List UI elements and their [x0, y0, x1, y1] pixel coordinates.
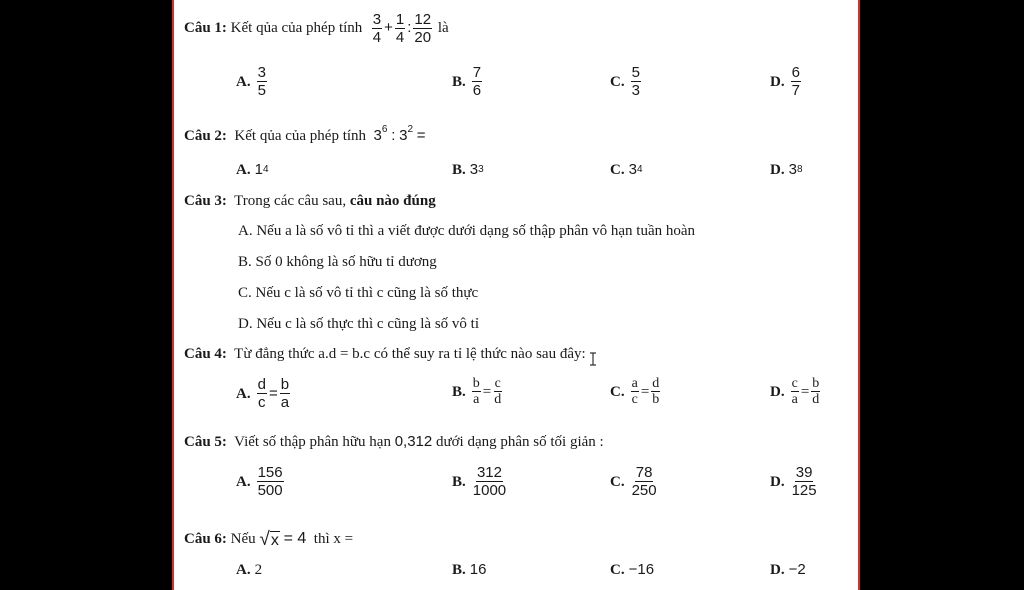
option-d: D. −2 — [770, 561, 806, 578]
option-a: A. 1 4 — [236, 161, 269, 178]
option-a: A. 2 — [236, 562, 263, 578]
option-a: A. $\frac{156}{500}$ — [236, 464, 283, 499]
fraction: $\frac{12}{20}$ — [414, 10, 432, 46]
option-b: B. $\frac{7}{6}$ — [452, 64, 482, 99]
option-c: C. 3 4 — [610, 161, 643, 178]
question-5-options — [174, 464, 858, 506]
option-b: B. $\frac{312}{1000}$ — [452, 464, 507, 499]
question-3 — [184, 191, 858, 211]
fraction: $\frac{1}{4}$ — [395, 10, 405, 46]
option-c: C. $\frac{a}{c}$ = $\frac{d}{b}$ — [610, 376, 660, 407]
decimal-number: 0,312 — [394, 433, 433, 450]
option-d: D. $\frac{39}{125}$ — [770, 464, 817, 499]
question-emphasis: câu nào đúng — [349, 193, 436, 209]
question-text: Viết số thập phân hữu hạn — [234, 434, 391, 450]
question-2: Câu 2: Kết qủa của phép tính $3^6$ : $3^2$ = — [184, 124, 426, 144]
question-text: Trong các câu sau, — [234, 193, 347, 209]
text-cursor-icon — [588, 352, 598, 366]
option-b: B. 3 3 — [452, 161, 484, 178]
question-label: Câu 5: — [184, 434, 227, 450]
question-label: Câu 2: — [184, 128, 227, 144]
question-1: Câu 1: Kết qủa của phép tính $\frac{3}{4}$ + $\frac{1}{4}$ : $\frac{12}{20}$ là — [184, 10, 449, 46]
question-6: Câu 6: Nếu √ x = 4 thì x = — [184, 528, 354, 550]
worksheet-page: Câu 1: Kết qủa của phép tính $\frac{3}{4}$ + $\frac{1}{4}$ : $\frac{12}{20}$ là A. $\frac{3}{5}$ B. $\frac{7}{6}$ C. $\frac{5}{3}$ D. $\frac{6}{7}$ Câu 2: Kết qủa của phép tính $3^6$ : $3^2$ = A. 1 4 B. 3 3 C. 3 4 D. 3 8 Câu 3: Trong các câu sau, câu nào đúng A. Nếu a là số vô tỉ thì a viết được dưới dạng số thập phân vô hạn tuần hoàn B. Số 0 không là số hữu tỉ dương C. Nếu c là số vô tỉ thì c cũng là số thực D. Nếu c là số thực thì c cũng là số vô tỉ Câu 4: Từ đẳng thức a.d = b.c có thể suy ra tỉ lệ thức nào sau đây: A. $\frac{d}{c}$ = $\frac{b}{a}$ B. $\frac{b}{a}$ = $\frac{c}{d}$ C. $\frac{a}{c}$ = $\frac{d}{b}$ D. $\frac{c}{a}$ = $\frac{b}{d}$ Câu 5: Viết số thập phân hữu hạn 0,312 dưới dạng phân số tối giản : A. $\frac{156}{500}$ B. $\frac{312}{1000}$ C. $\frac{78}{250}$ D. $\frac{39}{125}$ Câu 6: Nếu √ x = 4 thì x = A. 2 B. 16 C. −16 D. −2 — [172, 0, 860, 590]
square-root: √ x — [259, 528, 279, 550]
option-c: C. $\frac{78}{250}$ — [610, 464, 657, 499]
question-label: Câu 3: — [184, 193, 227, 209]
question-4-options — [174, 376, 858, 418]
question-label: Câu 4: — [184, 346, 227, 362]
fraction: $\frac{3}{4}$ — [372, 10, 382, 46]
option-a: A. $\frac{3}{5}$ — [236, 64, 266, 99]
option-b: B. $\frac{b}{a}$ = $\frac{c}{d}$ — [452, 376, 502, 407]
option-d: D. 3 8 — [770, 161, 803, 178]
option-c: C. −16 — [610, 561, 655, 578]
option-c: C. $\frac{5}{3}$ — [610, 64, 640, 99]
question-5: Câu 5: Viết số thập phân hữu hạn 0,312 dưới dạng phân số tối giản : — [184, 433, 604, 450]
option-a: A. $\frac{d}{c}$ = $\frac{b}{a}$ — [236, 376, 290, 411]
question-label: Câu 6: — [184, 531, 227, 547]
option-b: B. 16 — [452, 561, 487, 578]
question-text: Kết qủa của phép tính — [230, 20, 363, 36]
option-d: D. $\frac{c}{a}$ = $\frac{b}{d}$ — [770, 376, 820, 407]
question-4 — [184, 344, 858, 364]
question-1-options — [174, 64, 858, 106]
question-text: Nếu — [230, 531, 256, 547]
question-text: Kết qủa của phép tính — [234, 128, 367, 144]
option-d: D. $\frac{6}{7}$ — [770, 64, 800, 99]
question-label: Câu 1: — [184, 20, 227, 36]
question-text: Từ đẳng thức a.d = b.c có thể suy ra tỉ lệ thức nào sau đây: — [234, 346, 586, 362]
